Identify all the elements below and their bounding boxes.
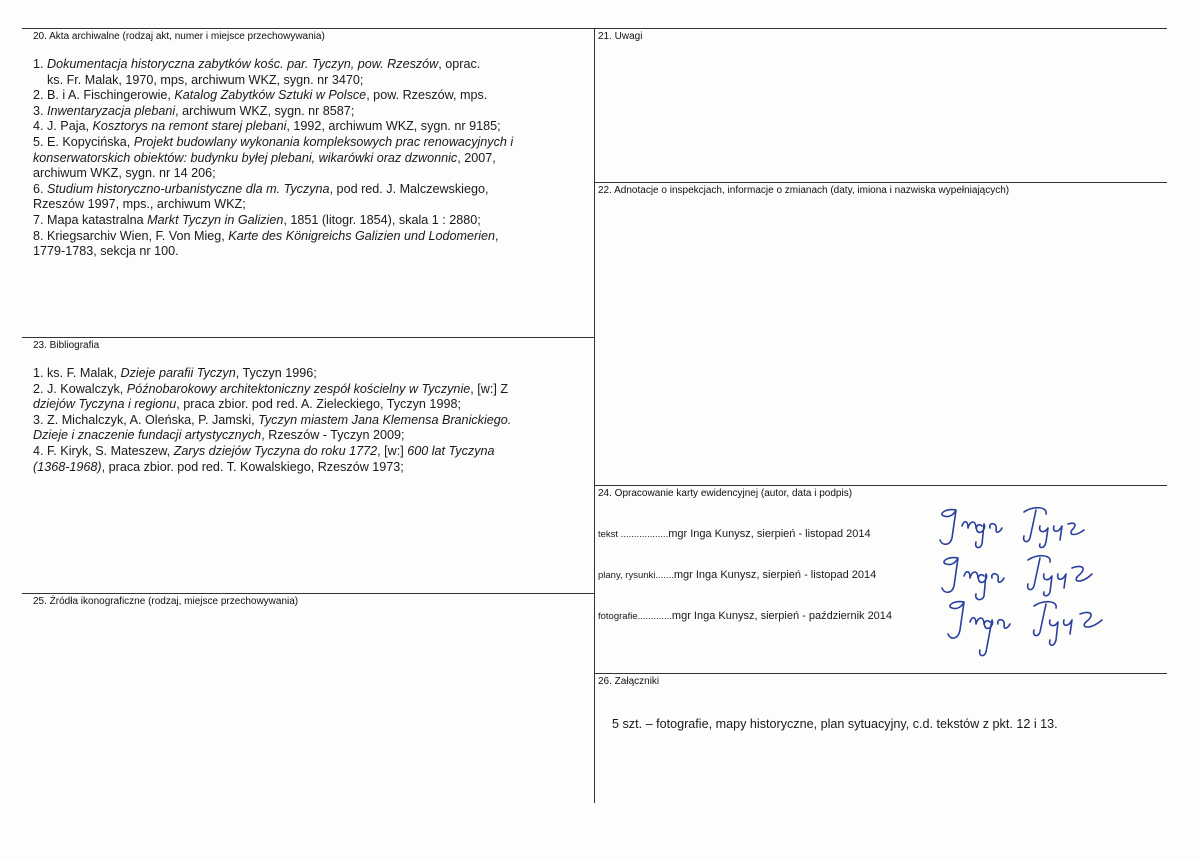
s20-item-1a: 1. Dokumentacja historyczna zabytków kośc. par. Tyczyn, pow. Rzeszów, oprac. (33, 57, 481, 71)
s20-item-7: 7. Mapa katastralna Markt Tyczyn in Galizien, 1851 (litogr. 1854), skala 1 : 2880; (33, 212, 481, 227)
s23-item-4b: (1368-1968), praca zbior. pod red. T. Kowalskiego, Rzeszów 1973; (33, 459, 404, 474)
section-26-label: 26. Załączniki (598, 676, 660, 687)
s20-item-2: 2. B. i A. Fischingerowie, Katalog Zabytków Sztuki w Polsce, pow. Rzeszów, mps. (33, 88, 488, 103)
section-21-label: 21. Uwagi (598, 31, 643, 42)
rule-24 (594, 485, 1167, 486)
section-22-label: 22. Adnotacje o inspekcjach, informacje o zmianach (daty, imiona i nazwiska wypełniających) (598, 185, 1010, 196)
s24-row-plans: plany, rysunki.......mgr Inga Kunysz, sierpień - listopad 2014 (598, 569, 877, 581)
s20-item-5c: archiwum WKZ, sygn. nr 14 206; (33, 166, 216, 181)
section-23-label: 23. Bibliografia (33, 340, 100, 351)
s23-item-2a: 2. J. Kowalczyk, Późnobarokowy architektoniczny zespół kościelny w Tyczynie, [w:] Z (33, 381, 509, 396)
section-20-label: 20. Akta archiwalne (rodzaj akt, numer i miejsce przechowywania) (33, 31, 325, 42)
signature-3 (930, 590, 1110, 660)
s20-item-6a: 6. Studium historyczno-urbanistyczne dla m. Tyczyna, pod red. J. Malczewskiego, (33, 181, 489, 196)
s23-item-3a: 3. Z. Michalczyk, A. Oleńska, P. Jamski, Tyczyn miastem Jana Klemensa Branickiego. (33, 412, 512, 427)
s23-item-1: 1. ks. F. Malak, Dzieje parafii Tyczyn, Tyczyn 1996; (33, 366, 317, 380)
s23-item-3b: Dzieje i znaczenie fundacji artystycznych, Rzeszów - Tyczyn 2009; (33, 428, 405, 443)
s23-item-2b: dziejów Tyczyna i regionu, praca zbior. pod red. A. Zieleckiego, Tyczyn 1998; (33, 397, 461, 412)
s26-attachments-text: 5 szt. – fotografie, mapy historyczne, plan sytuacyjny, c.d. tekstów z pkt. 12 i 13. (612, 717, 1058, 731)
rule-26 (594, 673, 1167, 674)
center-divider (594, 28, 595, 803)
s20-item-5a: 5. E. Kopycińska, Projekt budowlany wykonania kompleksowych prac renowacyjnych i (33, 134, 514, 149)
s20-item-5b: konserwatorskich obiektów: budynku byłej plebani, wikarówki oraz dzwonnic, 2007, (33, 150, 496, 165)
rule-22 (594, 182, 1167, 183)
s23-item-4a: 4. F. Kiryk, S. Mateszew, Zarys dziejów Tyczyna do roku 1772, [w:] 600 lat Tyczyna (33, 443, 495, 458)
s24-row-text: tekst ..................mgr Inga Kunysz, sierpień - listopad 2014 (598, 528, 871, 540)
s20-item-4: 4. J. Paja, Kosztorys na remont starej plebani, 1992, archiwum WKZ, sygn. nr 9185; (33, 119, 501, 134)
rule-23 (22, 337, 594, 338)
section-24-label: 24. Opracowanie karty ewidencyjnej (autor, data i podpis) (598, 488, 853, 499)
s20-item-8b: 1779-1783, sekcja nr 100. (33, 244, 179, 259)
s20-item-1b: ks. Fr. Malak, 1970, mps, archiwum WKZ, sygn. nr 3470; (47, 72, 364, 87)
rule-25 (22, 593, 594, 594)
section-25-label: 25. Źródła ikonograficzne (rodzaj, miejsce przechowywania) (33, 596, 299, 607)
section-20-list (33, 57, 513, 260)
section-23-list (33, 366, 511, 475)
s20-item-3: 3. Inwentaryzacja plebani, archiwum WKZ, sygn. nr 8587; (33, 103, 355, 118)
s24-row-photos: fotografie.............mgr Inga Kunysz, sierpień - październik 2014 (598, 610, 893, 622)
s20-item-6b: Rzeszów 1997, mps., archiwum WKZ; (33, 197, 246, 212)
s20-item-8a: 8. Kriegsarchiv Wien, F. Von Mieg, Karte des Königreichs Galizien und Lodomerien, (33, 228, 499, 243)
